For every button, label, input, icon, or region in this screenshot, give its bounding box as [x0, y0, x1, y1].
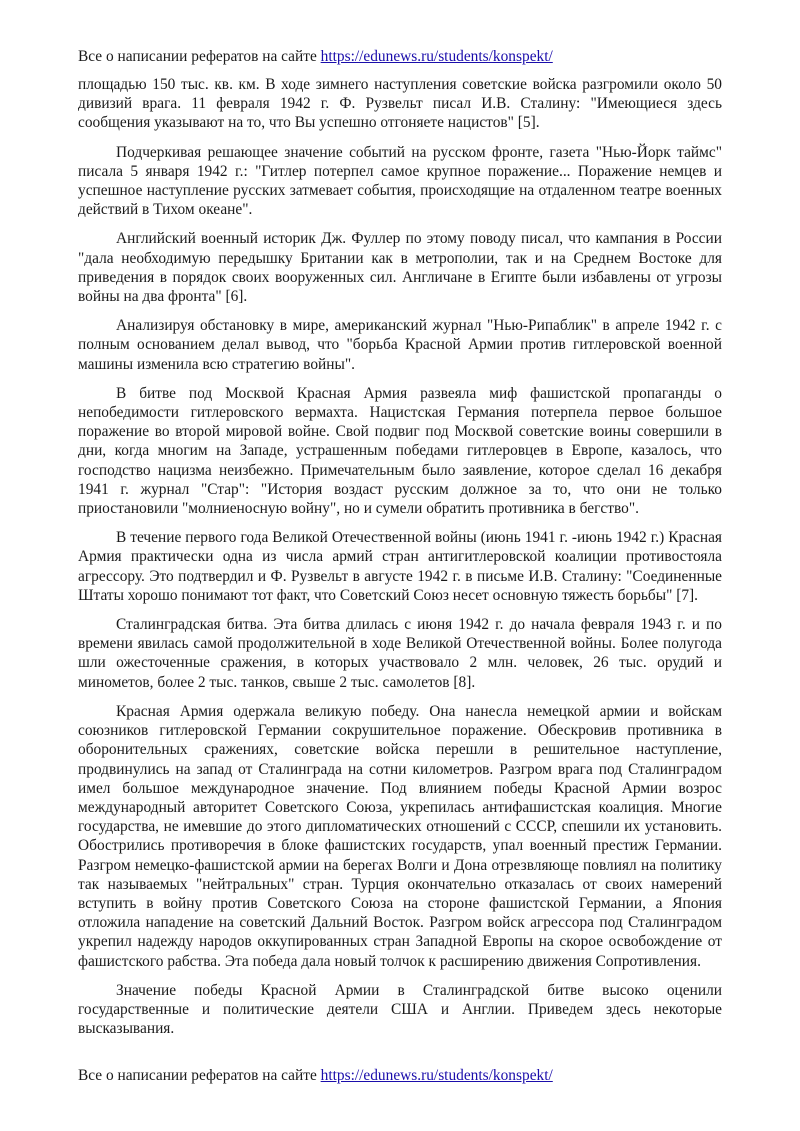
page-header	[78, 47, 722, 66]
paragraph-8: Красная Армия одержала великую победу. Она нанесла немецкой армии и войскам союзников гитлеровской Германии сокрушительное поражение. Обескровив противника в оборонительных сражениях, советские войска перешли в решительное наступление, продвинулись на запад от Сталинграда на сотни километров. Разгром врага под Сталинградом имел большое международное значение. Под влиянием победы Красной Армии возрос международный авторитет Советского Союза, укрепилась антифашистская коалиция. Многие государства, не имевшие до этого дипломатических отношений с СССР, спешили их установить. Обострились противоречия в блоке фашистских государств, упал военный престиж Германии. Разгром немецко-фашистской армии на берегах Волги и Дона отрезвляюще повлиял на политику так называемых "нейтральных" стран. Турция окончательно отказалась от своих намерений вступить в войну против Советского Союза на стороне фашистской Германии, а Япония отложила нападение на советский Дальний Восток. Разгром войск агрессора под Сталинградом укрепил надежду народов оккупированных стран Западной Европы на скорое освобождение от фашистского рабства. Эта победа дала новый толчок к расширению движения Сопротивления.	[78, 702, 722, 970]
paragraph-9: Значение победы Красной Армии в Сталинградской битве высоко оценили государственные и политические деятели США и Англии. Приведем здесь некоторые высказывания.	[78, 981, 722, 1038]
paragraph-4: Анализируя обстановку в мире, американский журнал "Нью-Рипаблик" в апреле 1942 г. с полным основанием делал вывод, что "борьба Красной Армии против гитлеровской военной машины изменила всю стратегию войны".	[78, 317, 722, 373]
document-body	[78, 75, 722, 1048]
paragraph-1: площадью 150 тыс. кв. км. В ходе зимнего наступления советские войска разгромили около 50 дивизий врага. 11 февраля 1942 г. Ф. Рузвельт писал И.В. Сталину: "Имеющиеся здесь сообщения указывают на то, что Вы успешно отгоняете нацистов" [5].	[78, 76, 722, 132]
page-footer	[78, 1066, 722, 1085]
header-text: Все о написании рефератов на сайте	[78, 48, 321, 65]
paragraph-3: Английский военный историк Дж. Фуллер по этому поводу писал, что кампания в России "дала необходимую передышку Британии как в метрополии, так и на Среднем Востоке для приведения в порядок своих вооруженных сил. Англичане в Египте были избавлены от угрозы войны на два фронта" [6].	[78, 230, 722, 306]
paragraph-7: Сталинградская битва. Эта битва длилась с июня 1942 г. до начала февраля 1943 г. и по времени явилась самой продолжительной в ходе Великой Отечественной войны. Более полугода шли ожесточенные сражения, в которых участвовало 2 млн. человек, 26 тыс. орудий и минометов, более 2 тыс. танков, свыше 2 тыс. самолетов [8].	[78, 616, 722, 691]
paragraph-5: В битве под Москвой Красная Армия развеяла миф фашистской пропаганды о непобедимости гитлеровского вермахта. Нацистская Германия потерпела первое большое поражение во второй мировой войне. Свой подвиг под Москвой советские воины совершили в дни, когда многим на Западе, устрашенным победами гитлеровцев в Европе, казалось, что господство нацизма неизбежно. Примечательным было заявление, которое сделал 16 декабря 1941 г. журнал "Стар": "История воздаст русским должное за то, что они не только приостановили "молниеносную войну", но и сумели обратить противника в бегство".	[78, 384, 722, 518]
paragraph-2: Подчеркивая решающее значение событий на русском фронте, газета "Нью-Йорк таймс" писала 5 января 1942 г.: "Гитлер потерпел самое крупное поражение... Поражение немцев и успешное наступление русских затмевает события, происходящие на отдаленном театре военных действий в Тихом океане".	[78, 143, 722, 219]
footer-link[interactable]: https://edunews.ru/students/konspekt/	[320, 1067, 553, 1084]
footer-text: Все о написании рефератов на сайте	[78, 1067, 321, 1084]
header-link[interactable]: https://edunews.ru/students/konspekt/	[320, 48, 553, 65]
paragraph-6: В течение первого года Великой Отечественной войны (июнь 1941 г. -июнь 1942 г.) Красная Армия практически одна из числа армий стран антигитлеровской коалиции противостояла агрессору. Это подтвердил и Ф. Рузвельт в августе 1942 г. в письме И.В. Сталину: "Соединенные Штаты хорошо понимают тот факт, что Советский Союз несет основную тяжесть борьбы" [7].	[78, 529, 722, 604]
